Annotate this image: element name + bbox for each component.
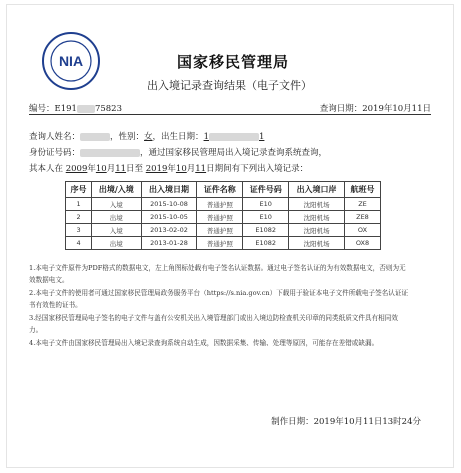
- table-row: 4 出境 2013-01-28 普通护照 E1082 沈阳机场 OX8: [66, 237, 381, 250]
- records-table: [65, 181, 381, 250]
- redacted-id: [80, 149, 140, 157]
- table-row: 1 入境 2015-10-08 普通护照 E10 沈阳机场 ZE: [66, 198, 381, 211]
- meta-row: [29, 101, 431, 115]
- redacted-name: [80, 133, 110, 141]
- page-title: 国家移民管理局: [177, 53, 290, 71]
- col-header: 证件名称: [197, 182, 243, 198]
- table-header-row: [66, 182, 381, 198]
- query-date: 查询日期：2019年10月11日: [319, 104, 431, 114]
- note-item: 1.本电子文件原件为PDF格式的数据电文，左上角图标处载有电子签名认证数据。通过电子签名认证的为有效数据电文，否则为无效数据电文。: [29, 264, 406, 284]
- col-header: 出入境口岸: [289, 182, 345, 198]
- table-row: 3 入境 2013-02-02 普通护照 E1082 沈阳机场 OX: [66, 224, 381, 237]
- nia-logo: [41, 31, 101, 91]
- redacted-block: [77, 105, 95, 113]
- document-page: [6, 4, 454, 468]
- col-header: 出境/入境: [92, 182, 142, 198]
- col-header: 航班号: [344, 182, 380, 198]
- header-rule: [29, 114, 431, 115]
- serial-number: 编号：E191 75823: [29, 104, 122, 114]
- col-header: 证件号码: [243, 182, 289, 198]
- redacted-birth: [209, 133, 259, 141]
- note-item: 3.经国家移民管理局电子签名的电子文件与盖有公安机关出入境管理部门或出入境边防检查机关印章的同类纸质文件具有相同效力。: [29, 314, 398, 334]
- table-row: 2 出境 2015-10-05 普通护照 E10 沈阳机场 ZE8: [66, 211, 381, 224]
- logo-text: NIA: [58, 53, 84, 69]
- col-header: 序号: [66, 182, 92, 198]
- intro-paragraph: 查询人姓名： ，性别：女，出生日期：1 1 身份证号码： ，通过国家移民管理局出入境记录查询系统查询， 其本人在 2009年10月11日至 2019年10月11日期间有下列出入境记录：: [29, 132, 328, 174]
- page-subtitle: 出入境记录查询结果（电子文件）: [147, 79, 312, 92]
- note-item: 4.本电子文件由国家移民管理局出入境记录查询系统自动生成，因数据采集、传输、处理等原因，可能存在差错或缺漏。: [29, 339, 379, 347]
- notes-section: [29, 263, 409, 352]
- col-header: 出入境日期: [141, 182, 197, 198]
- note-item: 2.本电子文件的使用者可通过国家移民管理局政务服务平台（https://s.nia.gov.cn）下载用于验证本电子文件所载电子签名认证证书有效性的证书。: [29, 289, 409, 309]
- production-date: 制作日期：2019年10月11日13时24分: [271, 417, 421, 427]
